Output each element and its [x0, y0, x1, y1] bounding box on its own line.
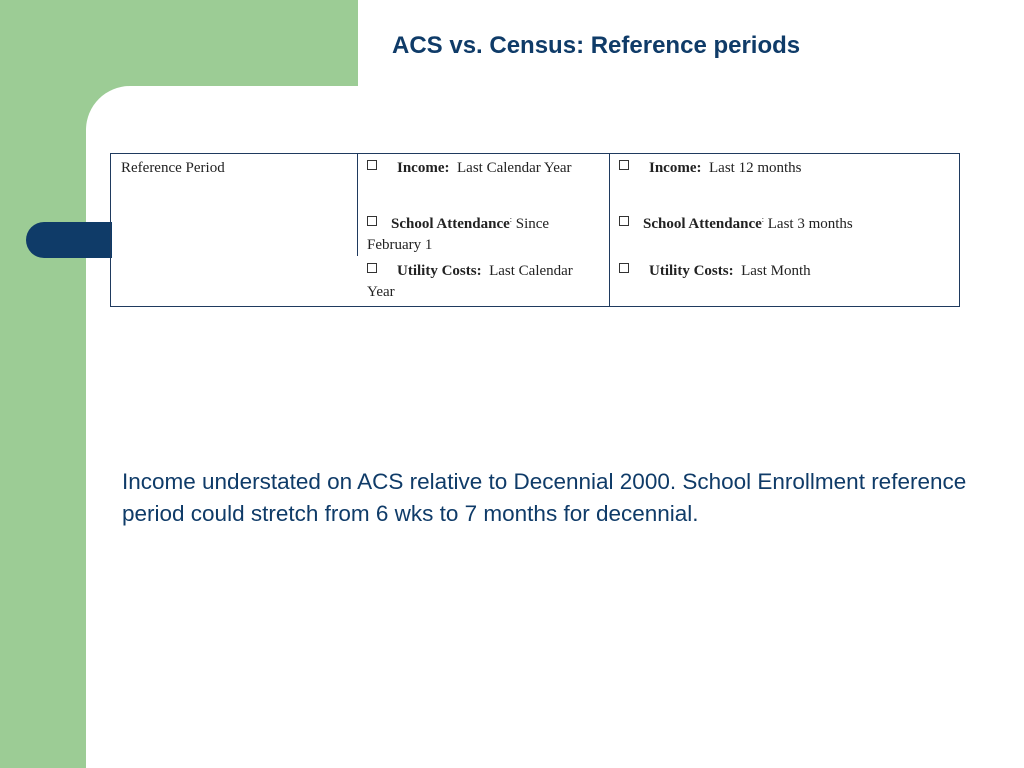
census-income-item [367, 158, 597, 179]
row-label: Reference Period [121, 160, 225, 176]
item-label: School Attendance [391, 216, 510, 232]
item-label: School Attendance [643, 216, 762, 232]
item-label: Utility Costs: [649, 263, 734, 279]
item-separator: : [761, 215, 764, 224]
census-column [357, 154, 609, 306]
item-label: Income: [397, 160, 450, 176]
item-label: Utility Costs: [397, 263, 482, 279]
checkbox-icon [619, 160, 629, 170]
census-utility-item [367, 261, 597, 303]
item-label: Income: [649, 160, 702, 176]
checkbox-icon [367, 216, 377, 226]
checkbox-icon [367, 160, 377, 170]
body-text: Income understated on ACS relative to Decennial 2000. School Enrollment reference period could stretch from 6 wks to 7 months for decennial. [122, 469, 967, 526]
navy-accent-tab [26, 222, 112, 258]
acs-school-item [619, 209, 949, 235]
item-value: Last 12 months [709, 160, 802, 176]
green-frame-top [0, 0, 358, 86]
census-school-item [367, 209, 597, 256]
green-frame-left [0, 0, 86, 768]
checkbox-icon [367, 263, 377, 273]
frame-corner [86, 86, 146, 146]
acs-column [609, 154, 959, 306]
checkbox-icon [619, 216, 629, 226]
item-value: Last Calendar Year [457, 160, 572, 176]
row-label-cell [111, 154, 357, 306]
slide-title: ACS vs. Census: Reference periods [392, 32, 801, 59]
item-value: Since February 1 [367, 216, 550, 253]
item-value: Last Month [741, 263, 811, 279]
checkbox-icon [619, 263, 629, 273]
item-value: Last Calendar Year [367, 263, 573, 300]
acs-utility-item [619, 261, 949, 282]
item-value: Last 3 months [767, 216, 853, 232]
reference-periods-table [110, 153, 960, 307]
acs-income-item [619, 158, 949, 179]
item-separator: : [509, 215, 512, 224]
